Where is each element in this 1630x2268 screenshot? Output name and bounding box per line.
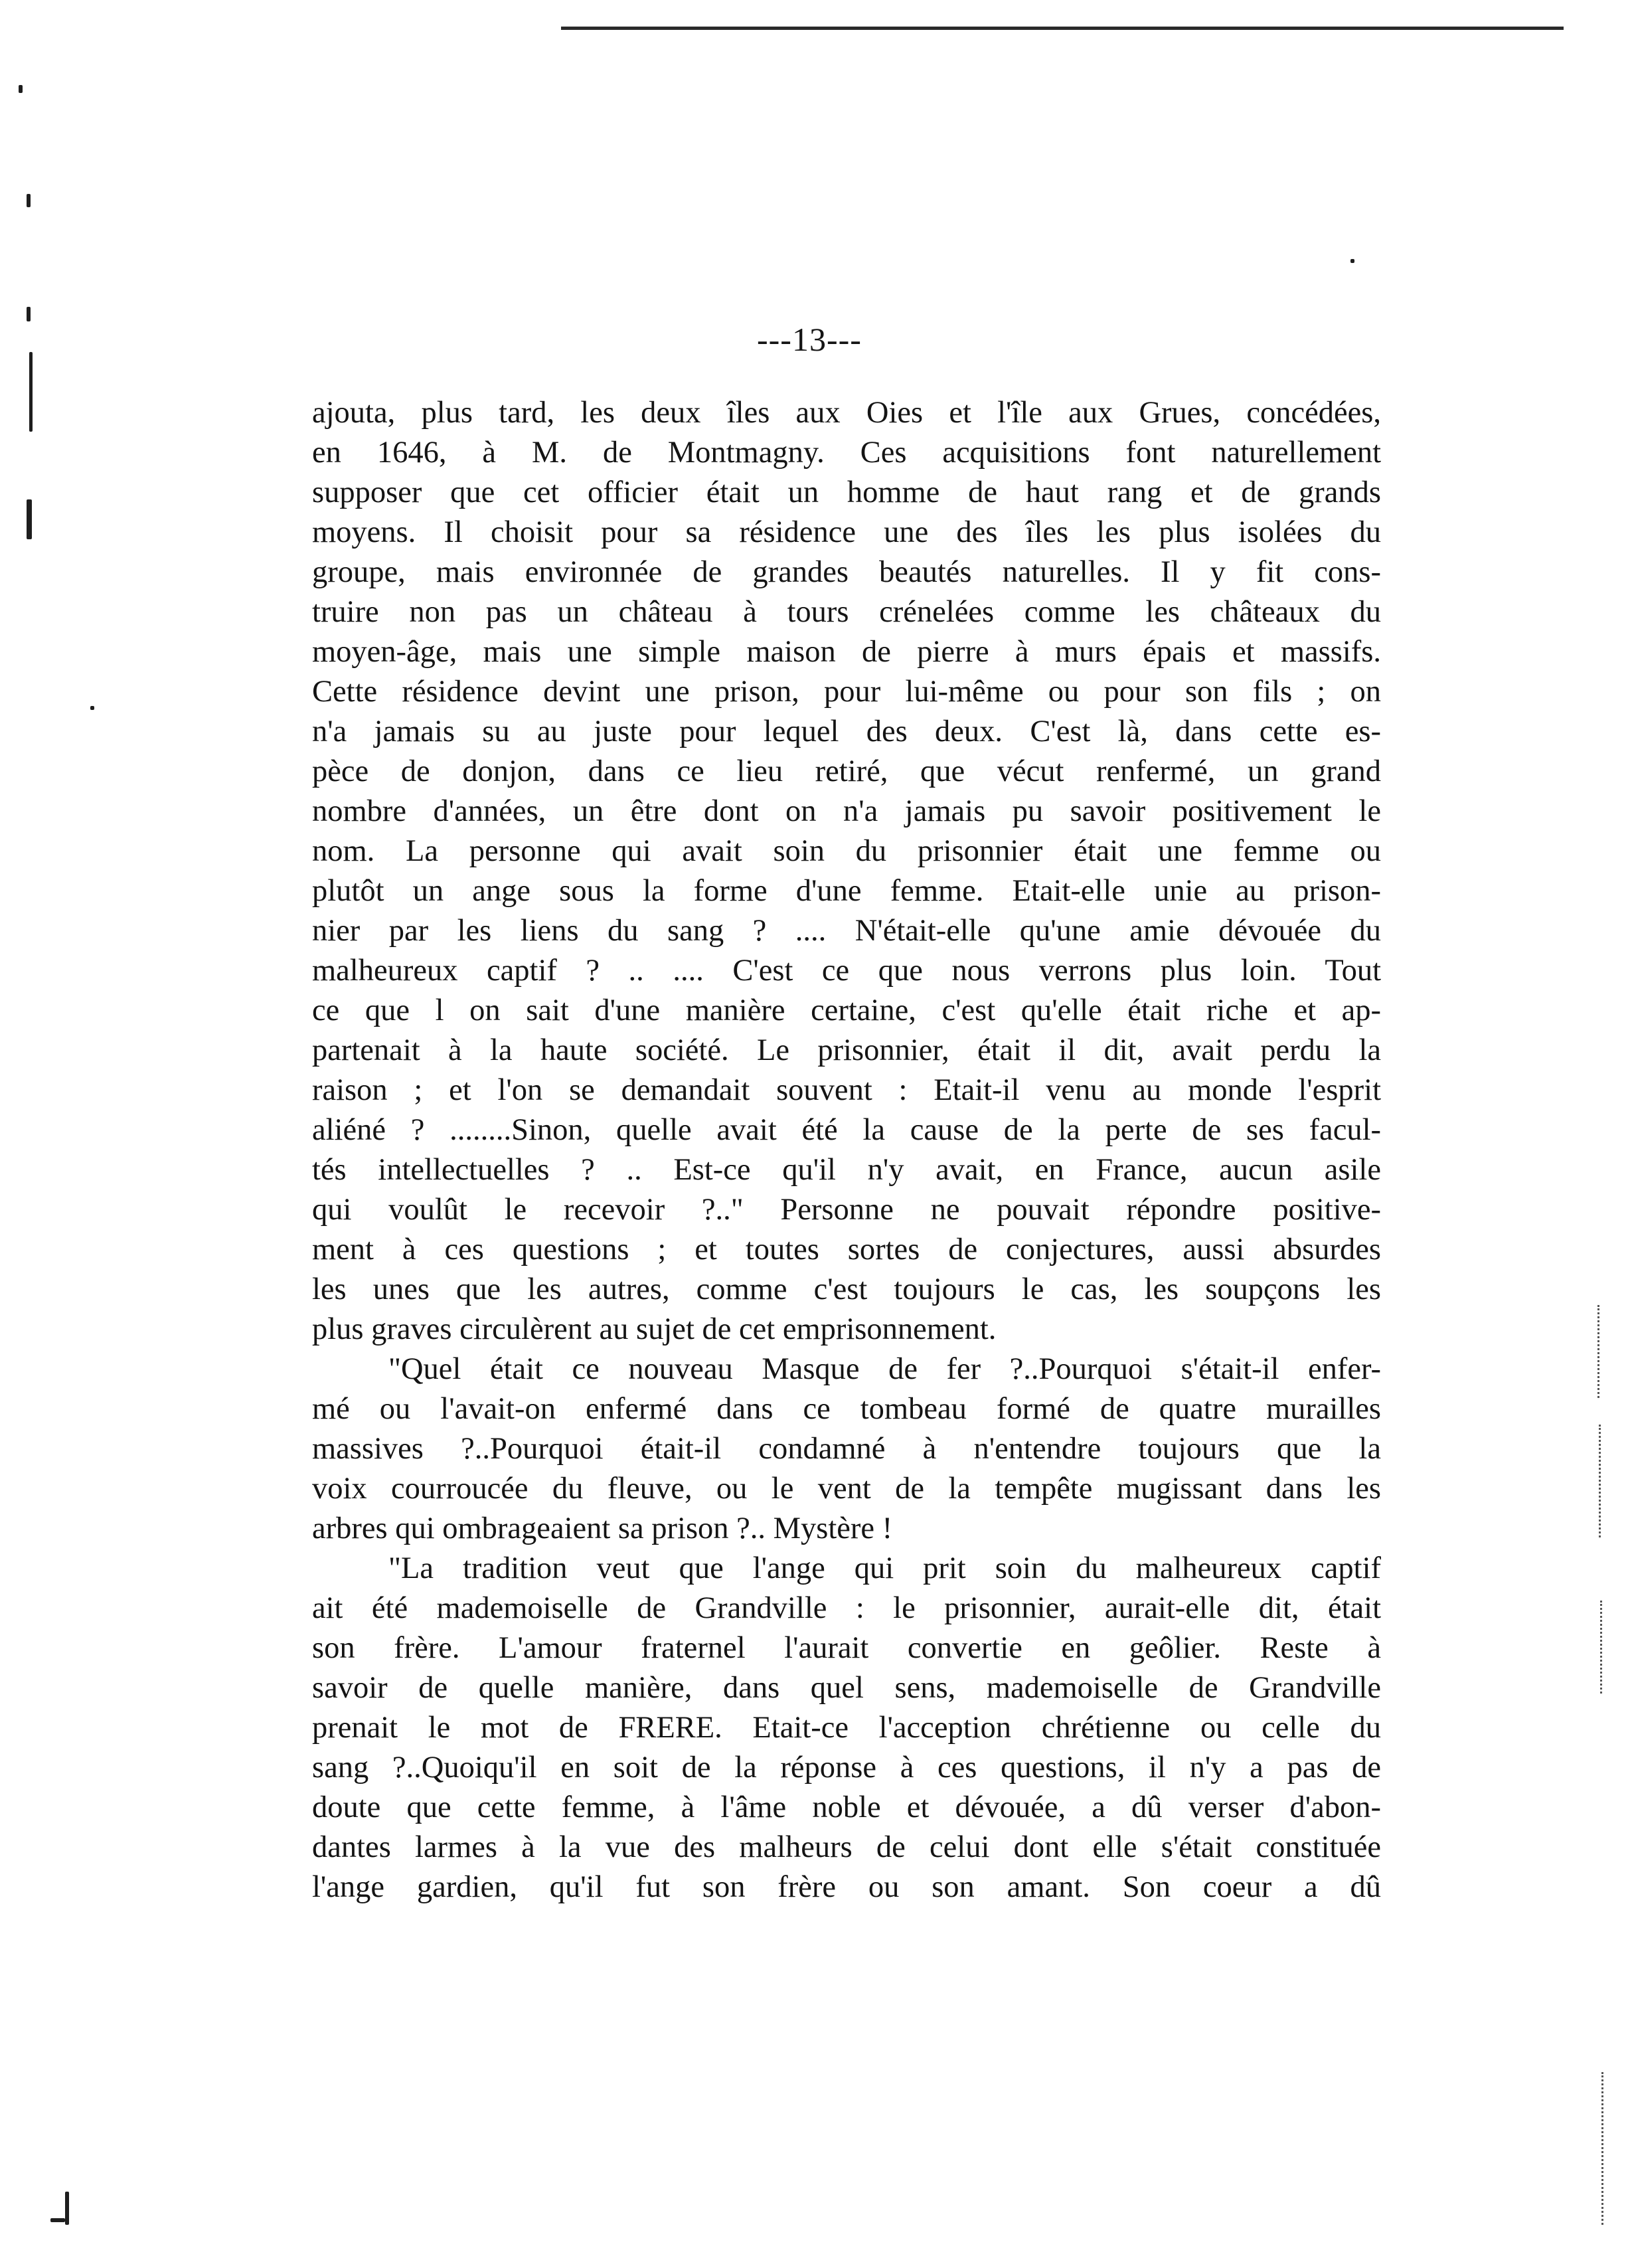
text-line: moyens. Il choisit pour sa résidence une des îles les plus isolées du	[312, 515, 1381, 549]
text-line: doute que cette femme, à l'âme noble et dévouée, a dû verser d'abon-	[312, 1790, 1381, 1824]
top-rule	[561, 27, 1564, 30]
text-line: n'a jamais su au juste pour lequel des deux. C'est là, dans cette es-	[312, 715, 1381, 748]
text-line: nombre d'années, un être dont on n'a jamais pu savoir positivement le	[312, 794, 1381, 828]
text-line: ment à ces questions ; et toutes sortes de conjectures, aussi absurdes	[312, 1233, 1381, 1266]
scan-edge-dots	[1597, 1305, 1601, 1398]
text-line: "La tradition veut que l'ange qui prit soin du malheureux captif	[388, 1551, 1381, 1585]
text-line: dantes larmes à la vue des malheurs de celui dont elle s'était constituée	[312, 1830, 1381, 1864]
page-number: ---13---	[757, 321, 862, 358]
text-line: partenait à la haute société. Le prisonnier, était il dit, avait perdu la	[312, 1033, 1381, 1067]
body-text	[312, 393, 1381, 1907]
text-line: pèce de donjon, dans ce lieu retiré, que vécut renfermé, un grand	[312, 754, 1381, 788]
scan-edge-dots	[1599, 1425, 1603, 1537]
text-line: malheureux captif ? .. .... C'est ce que nous verrons plus loin. Tout	[312, 954, 1381, 988]
text-line: raison ; et l'on se demandait souvent : Etait-il venu au monde l'esprit	[312, 1073, 1381, 1107]
scan-mark	[27, 307, 31, 321]
text-line: aliéné ? ........Sinon, quelle avait été la cause de la perte de ses facul-	[312, 1113, 1381, 1147]
text-line: voix courroucée du fleuve, ou le vent de la tempête mugissant dans les	[312, 1472, 1381, 1506]
text-line: nier par les liens du sang ? .... N'était-elle qu'une amie dévouée du	[312, 914, 1381, 948]
text-line: "Quel était ce nouveau Masque de fer ?..Pourquoi s'était-il enfer-	[388, 1352, 1381, 1386]
text-line: groupe, mais environnée de grandes beautés naturelles. Il y fit cons-	[312, 555, 1381, 589]
text-line: tés intellectuelles ? .. Est-ce qu'il n'y avait, en France, aucun asile	[312, 1153, 1381, 1187]
scan-mark	[65, 2192, 69, 2225]
scan-edge-dots	[1600, 1601, 1604, 1694]
scan-mark	[1350, 259, 1354, 263]
text-line: plus graves circulèrent au sujet de cet emprisonnement.	[312, 1312, 997, 1346]
text-line: arbres qui ombrageaient sa prison ?.. Mystère !	[312, 1512, 893, 1545]
text-line: nom. La personne qui avait soin du prisonnier était une femme ou	[312, 834, 1381, 868]
scan-mark	[27, 499, 32, 539]
scan-mark	[27, 194, 31, 207]
text-line: massives ?..Pourquoi était-il condamné à n'entendre toujours que la	[312, 1432, 1381, 1466]
text-line: les unes que les autres, comme c'est toujours le cas, les soupçons les	[312, 1272, 1381, 1306]
text-line: prenait le mot de FRERE. Etait-ce l'acception chrétienne ou celle du	[312, 1711, 1381, 1745]
text-line: ait été mademoiselle de Grandville : le prisonnier, aurait-elle dit, était	[312, 1591, 1381, 1625]
scan-mark	[50, 2218, 65, 2222]
text-line: l'ange gardien, qu'il fut son frère ou son amant. Son coeur a dû	[312, 1870, 1381, 1904]
text-line: sang ?..Quoiqu'il en soit de la réponse à ces questions, il n'y a pas de	[312, 1751, 1381, 1785]
scan-mark	[29, 352, 33, 432]
text-line: Cette résidence devint une prison, pour lui-même ou pour son fils ; on	[312, 675, 1381, 709]
text-line: ce que l on sait d'une manière certaine, c'est qu'elle était riche et ap-	[312, 994, 1381, 1027]
text-line: moyen-âge, mais une simple maison de pierre à murs épais et massifs.	[312, 635, 1381, 669]
text-line: mé ou l'avait-on enfermé dans ce tombeau formé de quatre murailles	[312, 1392, 1381, 1426]
text-line: ajouta, plus tard, les deux îles aux Oies et l'île aux Grues, concédées,	[312, 396, 1381, 430]
text-line: plutôt un ange sous la forme d'une femme. Etait-elle unie au prison-	[312, 874, 1381, 908]
text-line: en 1646, à M. de Montmagny. Ces acquisitions font naturellement	[312, 436, 1381, 470]
scan-mark	[90, 706, 94, 710]
text-line: supposer que cet officier était un homme de haut rang et de grands	[312, 476, 1381, 509]
scan-edge-dots	[1601, 2072, 1605, 2225]
text-line: son frère. L'amour fraternel l'aurait convertie en geôlier. Reste à	[312, 1631, 1381, 1665]
text-line: truire non pas un château à tours crénelées comme les châteaux du	[312, 595, 1381, 629]
scan-mark	[19, 85, 23, 93]
text-line: savoir de quelle manière, dans quel sens, mademoiselle de Grandville	[312, 1671, 1381, 1705]
text-line: qui voulût le recevoir ?.." Personne ne pouvait répondre positive-	[312, 1193, 1381, 1227]
